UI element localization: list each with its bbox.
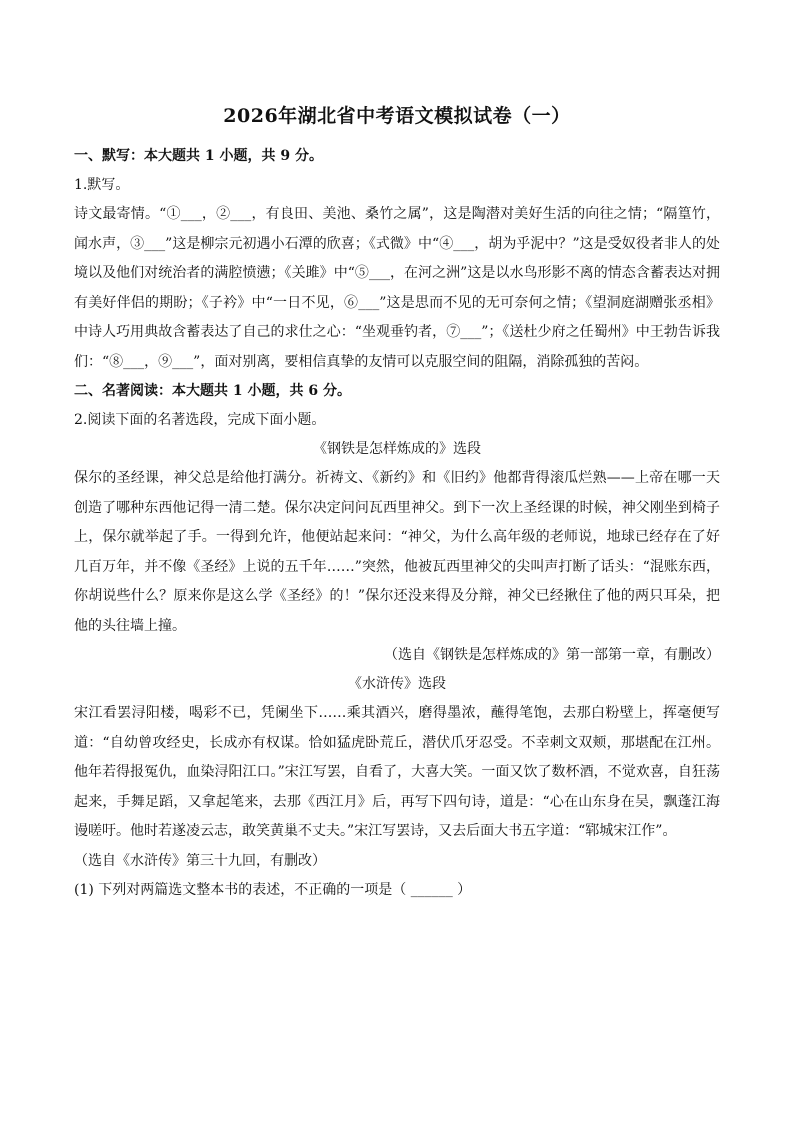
sub-question-1: (1) 下列对两篇选文整本书的表述，不正确的一项是（ ______ ） [74, 881, 472, 898]
question-label-1: 1.默写。 [74, 177, 130, 193]
excerpt-source-1: （选自《钢铁是怎样炼成的》第一部第一章，有删改） [384, 647, 720, 663]
page-title: 2026年湖北省中考语文模拟试卷（一） [223, 105, 571, 127]
exam-content [74, 142, 720, 905]
excerpt-title-1: 《钢铁是怎样炼成的》选段 [313, 441, 481, 457]
section-heading-1: 一、默写：本大题共 1 小题，共 9 分。 [74, 148, 323, 164]
section-heading-2: 二、名著阅读：本大题共 1 小题，共 6 分。 [74, 383, 351, 399]
dictation-paragraph: 诗文最寄情。“①___，②___，有良田、美池、桑竹之属”，这是陶潜对美好生活的向往之情；“隔篁竹，闻水声，③___”这是柳宗元初遇小石潭的欣喜；《式微》中“④___，胡为乎泥中？”这是受奴役者非人的处境以及他们对统治者的满腔愤懑；《关雎》中“⑤___，在河之洲”这是以水鸟形影不离的情态含蓄表达对拥有美好伴侣的期盼；《子衿》中“一日不见，⑥___”这是思而不见的无可奈何之情；《望洞庭湖赠张丞相》中诗人巧用典故含蓄表达了自己的求仕之心：“坐观垂钓者，⑦___”；《送杜少府之任蜀州》中王勃告诉我们：“⑧___，⑨___”，面对别离，要相信真挚的友情可以克服空间的阻隔，消除孤独的苦闷。 [74, 206, 720, 370]
excerpt-paragraph-1: 保尔的圣经课，神父总是给他打满分。祈祷文、《新约》和《旧约》他都背得滚瓜烂熟——上帝在哪一天创造了哪种东西他记得一清二楚。保尔决定问问瓦西里神父。到下一次上圣经课的时候，神父刚坐到椅子上，保尔就举起了手。一得到允许，他便站起来问：“神父，为什么高年级的老师说，地球已经存在了好几百万年，并不像《圣经》上说的五千年……”突然，他被瓦西里神父的尖叫声打断了话头：“混账东西，你胡说些什么？原来你是这么学《圣经》的！”保尔还没来得及分辩，神父已经揪住了他的两只耳朵，把他的头往墙上撞。 [74, 470, 720, 634]
excerpt-paragraph-2: 宋江看罢浔阳楼，喝彩不已，凭阑坐下……乘其酒兴，磨得墨浓，蘸得笔饱，去那白粉壁上，挥毫便写道：“自幼曾攻经史，长成亦有权谋。恰如猛虎卧荒丘，潜伏爪牙忍受。不幸刺文双颊，那堪配在江州。他年若得报冤仇，血染浔阳江口。”宋江写罢，自看了，大喜大笑。一面又饮了数杯酒，不觉欢喜，自狂荡起来，手舞足蹈，又拿起笔来，去那《西江月》后，再写下四句诗，道是：“心在山东身在吴，飘蓬江海谩嗟吁。他时若遂凌云志，敢笑黄巢不丈夫。”宋江写罢诗，又去后面大书五字道：“郓城宋江作”。 [74, 705, 720, 839]
excerpt-source-2: （选自《水浒传》第三十九回，有删改） [74, 852, 326, 869]
question-label-2: 2.阅读下面的名著选段，完成下面小题。 [74, 412, 326, 428]
excerpt-title-2: 《水浒传》选段 [348, 676, 446, 692]
